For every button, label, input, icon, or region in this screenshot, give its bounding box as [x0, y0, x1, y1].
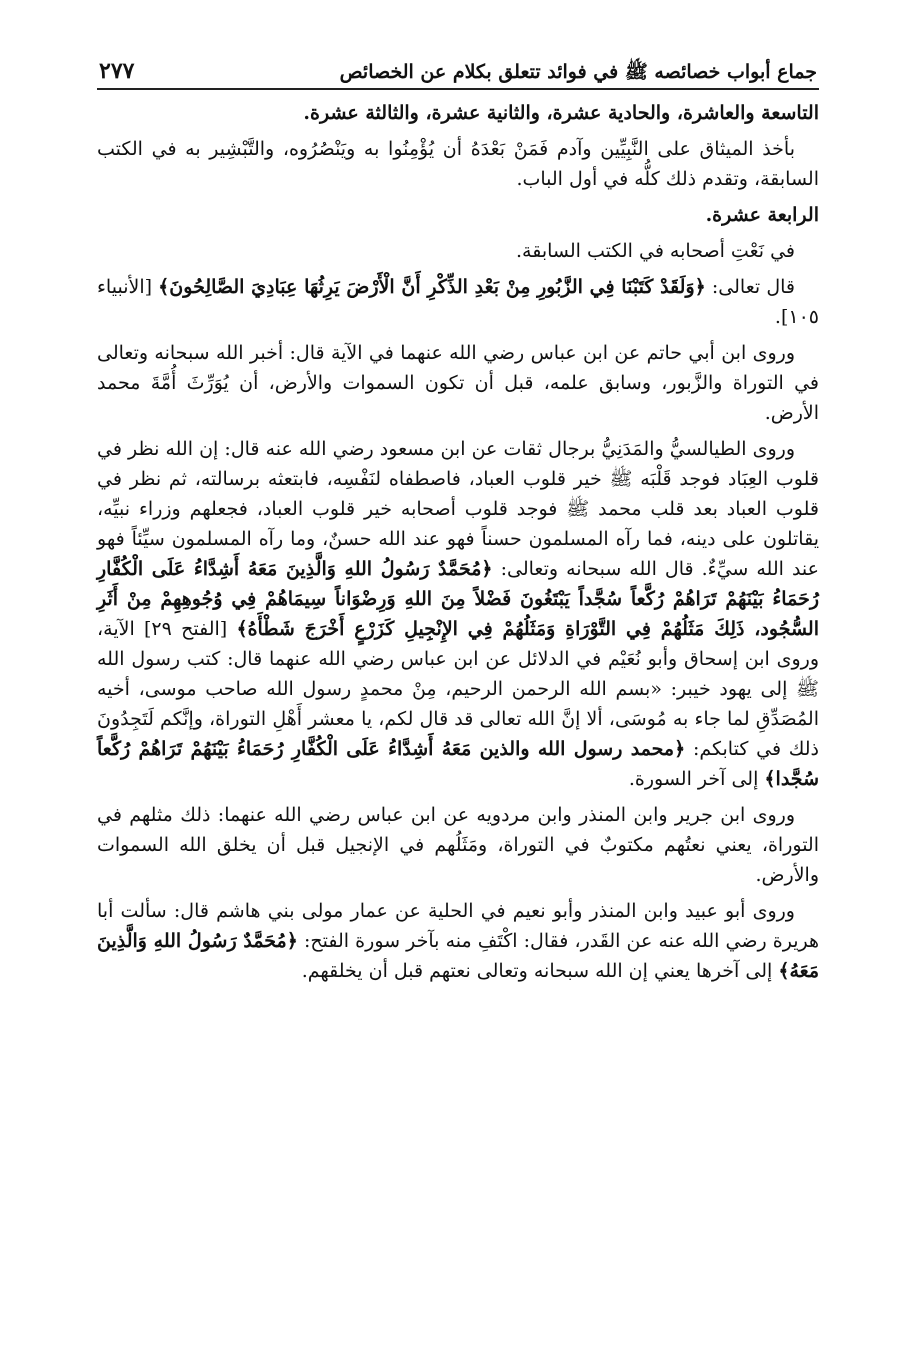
quran-verse-fath: ﴿مُحَمَّدٌ رَسُولُ اللهِ وَالَّذِينَ مَعَهُ أَشِدَّاءُ عَلَى الْكُفَّارِ رُحَمَاءُ بَيْنَهُمْ تَرَاهُمْ رُكَّعاً سُجَّداً يَبْتَغُونَ فَضْلاً مِنَ اللهِ وَرِضْوَاناً سِيمَاهُمْ فِي وُجُوهِهِمْ مِنْ أَثَرِ السُّجُود، ذَلِكَ مَثَلُهُمْ فِي التَّوْرَاةِ وَمَثَلُهُمْ فِي الإِنْجِيلِ كَزَرْعٍ أَخْرَجَ شَطْأَهُ﴾ [97, 558, 819, 641]
quran-reference-anbiya: [الأنبياء ١٠٥]. [97, 276, 819, 329]
quran-reference-fath: [الفتح ٢٩] الآية، [97, 618, 228, 641]
quran-verse-anbiya: ﴿وَلَقَدْ كَتَبْنَا فِي الزَّبُورِ مِنْ بَعْدِ الذِّكْرِ أَنَّ الْأَرْضَ يَرِثُهَا عِبَادِيَ الصَّالِحُونَ﴾ [158, 276, 706, 299]
paragraph-description: في نَعْتِ أصحابه في الكتب السابقة. [516, 240, 795, 263]
paragraph-ibn-abi-hatim: وروى ابن أبي حاتم عن ابن عباس رضي الله عنهما في الآية قال: أخبر الله سبحانه وتعالى في التوراة والزَّبور، وسابق علمه، قبل أن تكون السموات والأرض، أن يُوَرِّثَ أُمَّةَ محمد الأرض. [97, 342, 819, 425]
paragraph-abu-ubaid [97, 896, 819, 986]
paragraph-ibn-jarir: وروى ابن جرير وابن المنذر وابن مردويه عن ابن عباس رضي الله عنهما: ذلك مثلهم في التوراة، يعني نعتُهم مكتوبٌ في التوراة، ومَثَلُهم في الإنجيل قبل أن يخلق الله السموات والأرض. [97, 804, 819, 887]
abu-ubaid-narration: وروى أبو عبيد وابن المنذر وأبو نعيم في الحلية عن عمار مولى بني هاشم قال: سألت أبا هريرة رضي الله عنه عن القَدر، فقال: اكْتَفِ منه بآخر سورة الفتح: [97, 900, 819, 953]
abu-ubaid-ending: إلى آخرها يعني إن الله سبحانه وتعالى نعتهم قبل أن يخلقهم. [301, 960, 773, 983]
section-heading-9-13: التاسعة والعاشرة، والحادية عشرة، والثانية عشرة، والثالثة عشرة. [303, 102, 819, 124]
quran-verse-fath-2: ﴿محمد رسول الله والذين مَعَهُ أَشِدَّاءُ عَلَى الْكُفَّارِ رُحَمَاءُ بَيْنَهُمْ تَرَاهُمْ رُكَّعاً سُجَّدا﴾ [97, 738, 819, 791]
paragraph-covenant: بأخذ الميثاق على النَّبِيِّين وآدم فَمَنْ بَعْدَهُ أن يُؤْمِنُوا به ويَنْصُرُوه، والتَّبْشِير به في الكتب السابقة، وتقدم ذلك كلُّه في أول الباب. [97, 138, 819, 191]
quran-intro: قال تعالى: [711, 276, 795, 299]
paragraph-quran-zabur [97, 272, 819, 332]
document-page [97, 48, 819, 1348]
running-header [97, 48, 819, 90]
paragraph-tayalisi [97, 434, 819, 794]
tayalisi-narration: وروى الطيالسيُّ والمَدَنِيُّ برجال ثقات عن ابن مسعود رضي الله عنه قال: إن الله نظر في قلوب العِبَاد فوجد قَلْبَه ﷺ خير قلوب العباد، فاصطفاه لنَفْسِه، فابتعثه برسالته، ثم نظر في قلوب العباد بعد قلب محمد ﷺ فوجد قلوب أصحابه خير قلوب العباد، فجعلهم وزراء نبيِّه، يقاتلون على دينه، فما رآه المسلمون حسناً فهو عند الله حسنٌ، وما رآه المسلمون سيِّئاً فهو عند الله سيِّءٌ. قال الله سبحانه وتعالى: [97, 438, 819, 581]
page-number: ٢٧٧ [99, 57, 135, 84]
surah-end-note: إلى آخر السورة. [628, 768, 759, 791]
quran-verse-fath-3: ﴿مُحَمَّدٌ رَسُولُ اللهِ وَالَّذِينَ مَعَهُ﴾ [97, 930, 819, 983]
page-body [97, 90, 819, 986]
section-heading-14: الرابعة عشرة. [705, 204, 819, 227]
ibn-ishaq-narration: وروى ابن إسحاق وأبو نُعَيْم في الدلائل عن ابن عباس رضي الله عنهما قال: كتب رسول الله ﷺ إلى يهود خيبر: «بسم الله الرحمن الرحيم، مِنْ محمدٍ رسول الله صاحب موسى، أخيه المُصَدِّقِ لما جاء به مُوسَى، ألا إنَّ الله تعالى قد قال لكم، يا معشر أَهْلِ التوراة، وإنَّكم لَتَجِدُونَ ذلك في كتابكم: [97, 648, 820, 761]
running-title: جماع أبواب خصائصه ﷺ في فوائد تتعلق بكلام عن الخصائص [339, 61, 817, 84]
